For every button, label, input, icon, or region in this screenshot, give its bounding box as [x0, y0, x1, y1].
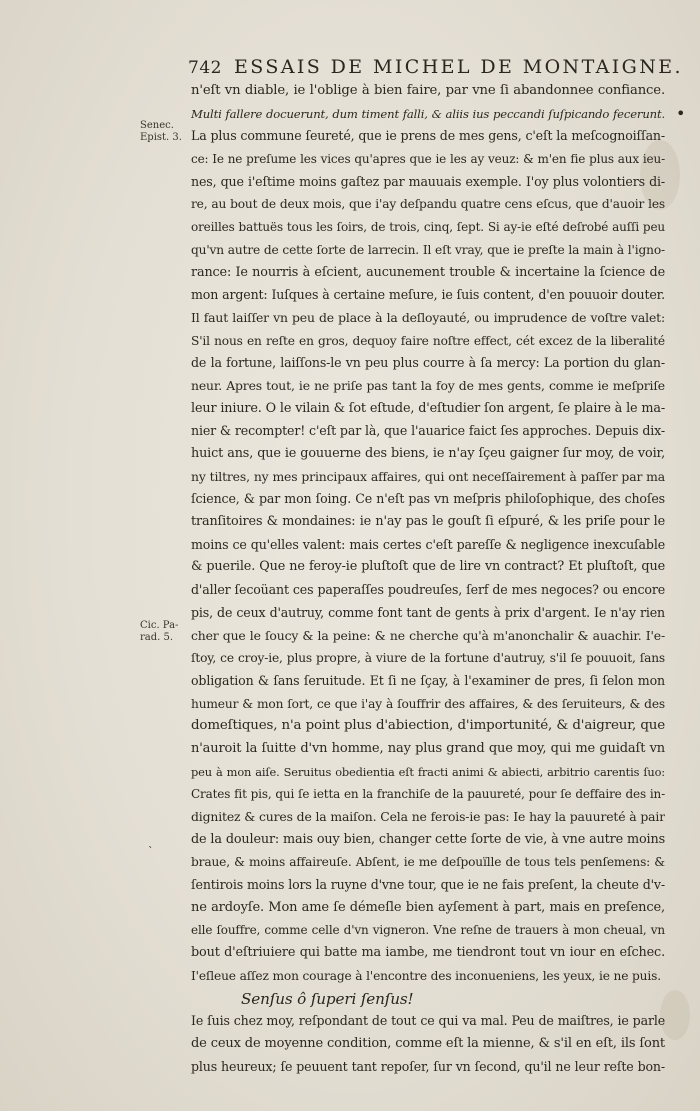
text-line: pis, de ceux d'autruy, comme font tant de gents à prix d'argent. Ie n'ay rien [191, 604, 665, 620]
text-line: nes, que i'eſtime moins gaſtez par mauuais exemple. I'oy plus volontiers di- [191, 173, 665, 189]
text-line: & puerile. Que ne feroy-ie pluſtoſt que de lire vn contract? Et pluſtoſt, que [191, 559, 665, 575]
text-line: elle ſouffre, comme celle d'vn vigneron. Vne reſne de trauers à mon cheual, vn [191, 923, 665, 938]
text-line: tranſitoires & mondaines: ie n'ay pas le gouſt ſi eſpuré, & les priſe pour le [191, 514, 665, 530]
page-header [188, 56, 683, 82]
text-line: S'il nous en reſte en gros, dequoy faire noſtre effect, cét excez de la liberalité [191, 333, 665, 348]
text-line: ſentirois moins lors la ruyne d'vne tour, que ie ne fais preſent, la cheute d'v- [191, 877, 665, 893]
text-line-latin-verse: Senſus ô ſuperi ſenſus! [241, 989, 414, 1008]
text-line: Crates fit pis, qui ſe ietta en la franchiſe de la pauureté, pour ſe deffaire des in- [191, 787, 665, 802]
text-line: huict ans, que ie gouuerne des biens, ie n'ay ſçeu gaigner ſur moy, de voir, [191, 446, 665, 461]
text-line: neur. Apres tout, ie ne priſe pas tant la foy de mes gents, comme ie meſpriſe [191, 377, 665, 393]
margin-note-line: Epist. 3. [140, 132, 182, 143]
text-line: obligation & ſans ſeruitude. Et ſi ne ſçay, à l'examiner de pres, ſi ſelon mon [191, 672, 665, 688]
text-line: n'eſt vn diable, ie l'oblige à bien faire, par vne ſi abandonnee confiance. [191, 83, 665, 98]
text-line: peu à mon aiſe. Seruitus obedientia eſt fracti animi & abiecti, arbitrio carentis ſuo: [191, 764, 665, 779]
text-line: oreilles battuës tous les ſoirs, de trois, cinq, ſept. Si ay-ie eſté deſrobé auſſi peu [191, 220, 665, 235]
text-line: mon argent: Iuſques à certaine meſure, ie ſuis content, d'en pouuoir douter. [191, 287, 665, 303]
text-line: re, au bout de deux mois, que i'ay deſpandu quatre cens eſcus, que d'auoir les [191, 197, 665, 212]
text-line: rance: Ie nourris à eſcient, aucunement trouble & incertaine la ſcience de [191, 264, 665, 280]
text-line: Il faut laiſſer vn peu de place à la deſloyauté, ou imprudence de voſtre valet: [191, 309, 665, 325]
text-line: n'auroit la ſuitte d'vn homme, nay plus grand que moy, qui me guidaſt vn [191, 740, 665, 756]
text-line: nier & recompter! c'eſt par là, que l'auarice faict ſes approches. Depuis dix- [191, 423, 665, 439]
text-line: plus heureux; ſe peuuent tant repoſer, ſur vn ſecond, qu'il ne leur reſte bon- [191, 1058, 665, 1074]
margin-mark: ` [148, 845, 154, 858]
text-line: braue, & moins affaireuſe. Abſent, ie me deſpouïlle de tous tels penſemens: & [191, 855, 665, 870]
margin-mark: • [676, 104, 686, 123]
text-line: moins ce qu'elles valent: mais certes c'eſt pareſſe & negligence inexcuſable [191, 536, 665, 552]
text-line: ce: Ie ne preſume les vices qu'apres que ie les ay veuz: & m'en fie plus aux ieu- [191, 152, 665, 167]
body-text [191, 80, 665, 1078]
text-line: La plus commune ſeureté, que ie prens de mes gens, c'eſt la meſcognoiſſan- [191, 128, 665, 144]
text-line: de la douleur: mais ouy bien, changer cette ſorte de vie, à vne autre moins [191, 831, 665, 847]
text-line-latin-quote: Multi fallere docuerunt, dum timent falli, & aliis ius peccandi ſuſpicando fecerunt. [191, 106, 665, 121]
text-line: de la fortune, laiſſons-le vn peu plus courre à ſa mercy: La portion du glan- [191, 355, 665, 371]
text-line: leur iniure. O le vilain & ſot eſtude, d'eſtudier ſon argent, ſe plaire à le ma- [191, 400, 665, 416]
text-line: ne ardoyſe. Mon ame ſe démeſle bien ayſement à part, mais en preſence, [191, 899, 665, 915]
running-head: ESSAIS DE MICHEL DE MONTAIGNE. [234, 56, 683, 78]
text-line: qu'vn autre de cette ſorte de larrecin. Il eſt vray, que ie preſte la main à l'igno- [191, 242, 665, 257]
margin-note-senec [140, 120, 184, 144]
margin-note-line: Cic. Pa- [140, 620, 179, 631]
text-line: d'aller ſecoüant ces paperaſſes poudreuſes, ſerf de mes negoces? ou encore [191, 582, 665, 598]
text-line: humeur & mon ſort, ce que i'ay à ſouffrir des affaires, & des ſeruiteurs, & des [191, 696, 665, 711]
text-line: de ceux de moyenne condition, comme eſt la mienne, & s'il en eſt, ils ſont [191, 1035, 665, 1051]
margin-note-line: Senec. [140, 120, 174, 131]
margin-note-line: rad. 5. [140, 632, 174, 643]
text-line: ſtoy, ce croy-ie, plus propre, à viure de la fortune d'autruy, s'il ſe pouuoit, ſans [191, 651, 665, 666]
text-line: I'eſleue aſſez mon courage à l'encontre des inconueniens, les yeux, ie ne puis. [191, 968, 661, 983]
text-line: domeſtiques, n'a point plus d'abiection, d'importunité, & d'aigreur, que [191, 718, 665, 734]
margin-note-cic [140, 620, 184, 644]
text-line: ny tiltres, ny mes principaux affaires, qui ont neceſſairement à paſſer par ma [191, 468, 665, 484]
text-line: Ie ſuis chez moy, reſpondant de tout ce qui va mal. Peu de maiſtres, ie parle [191, 1013, 665, 1029]
text-line: cher que le ſoucy & la peine: & ne cherche qu'à m'anonchalir & auachir. I'e- [191, 627, 665, 643]
page-number: 742 [188, 58, 222, 78]
text-line: bout d'eſtriuiere qui batte ma iambe, me tiendront tout vn iour en eſchec. [191, 945, 665, 961]
text-line: ſcience, & par mon ſoing. Ce n'eſt pas vn meſpris philoſophique, des choſes [191, 491, 665, 507]
text-line: dignitez & cures de la maiſon. Cela ne ferois-ie pas: Ie hay la pauureté à pair [191, 809, 665, 824]
